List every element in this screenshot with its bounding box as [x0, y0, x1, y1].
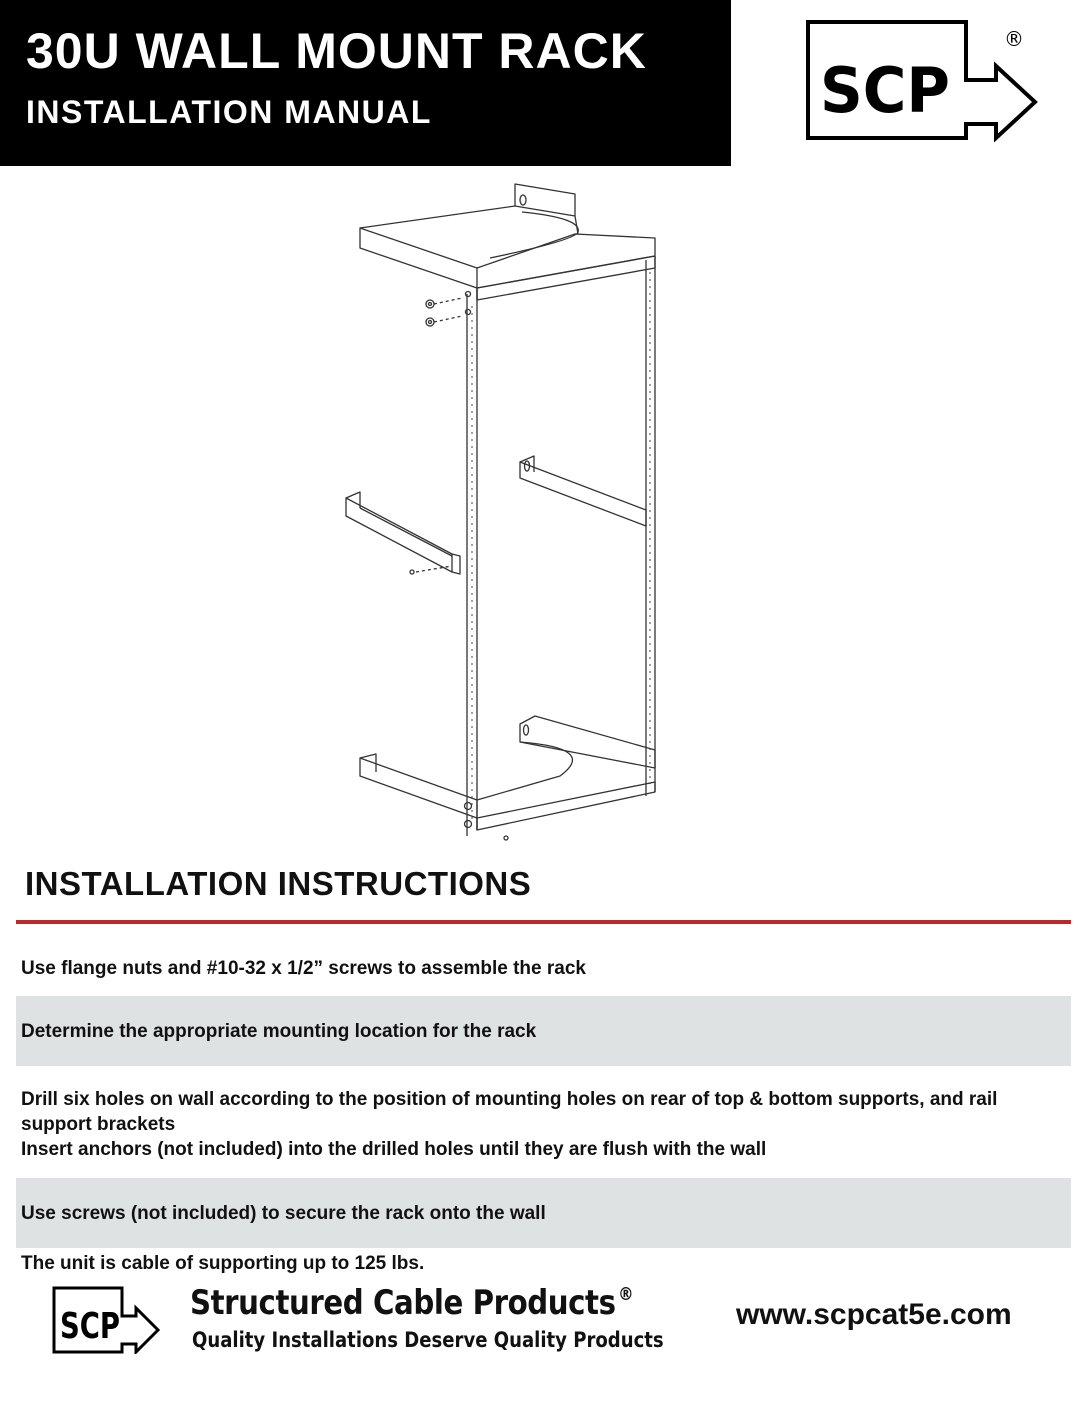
instruction-text: Use screws (not included) to secure the rack onto the wall	[21, 1202, 546, 1224]
instruction-text: Drill six holes on wall according to the position of mounting holes on rear of top & bottom supports, and rail support brackets	[21, 1088, 998, 1135]
title-banner	[0, 0, 731, 166]
scp-logo-text: SCP	[820, 54, 950, 127]
middle-right-bracket	[520, 456, 646, 526]
instruction-text: Insert anchors (not included) into the drilled holes until they are flush with the wall	[21, 1138, 767, 1160]
section-title: INSTALLATION INSTRUCTIONS	[25, 865, 532, 902]
instruction-step-3	[16, 1074, 1071, 1174]
right-rail	[646, 256, 655, 796]
page-title: 30U WALL MOUNT RACK	[26, 23, 647, 79]
instruction-text: Use flange nuts and #10-32 x 1/2” screws to assemble the rack	[21, 957, 586, 979]
instruction-step-4	[16, 1178, 1071, 1248]
instruction-step-2	[16, 996, 1071, 1066]
top-frame	[477, 256, 655, 300]
registered-mark: ®	[1004, 27, 1024, 51]
top-support-bracket	[360, 184, 655, 288]
brand-name	[190, 1283, 634, 1323]
footer-logo-text: SCP	[60, 1306, 120, 1347]
rail-holes	[472, 272, 650, 821]
rack-assembly-diagram	[330, 176, 690, 846]
brand-name-text: Structured Cable Products	[190, 1283, 616, 1323]
website-url: www.scpcat5e.com	[736, 1298, 1012, 1331]
instruction-step-1	[16, 944, 1071, 992]
instruction-text: Determine the appropriate mounting location for the rack	[21, 1020, 537, 1042]
middle-left-bracket	[346, 492, 460, 574]
instruction-step-5	[16, 1250, 1071, 1276]
brand-tagline: Quality Installations Deserve Quality Products	[192, 1328, 664, 1352]
instruction-text: The unit is cable of supporting up to 125 lbs.	[21, 1252, 425, 1274]
footer-scp-logo	[52, 1286, 162, 1354]
page-subtitle: INSTALLATION MANUAL	[26, 94, 432, 130]
scp-logo	[806, 20, 1066, 142]
bottom-support-bracket	[360, 716, 655, 818]
brand-registered-mark: ®	[618, 1284, 634, 1305]
section-divider	[16, 920, 1071, 924]
bottom-frame	[477, 782, 655, 830]
